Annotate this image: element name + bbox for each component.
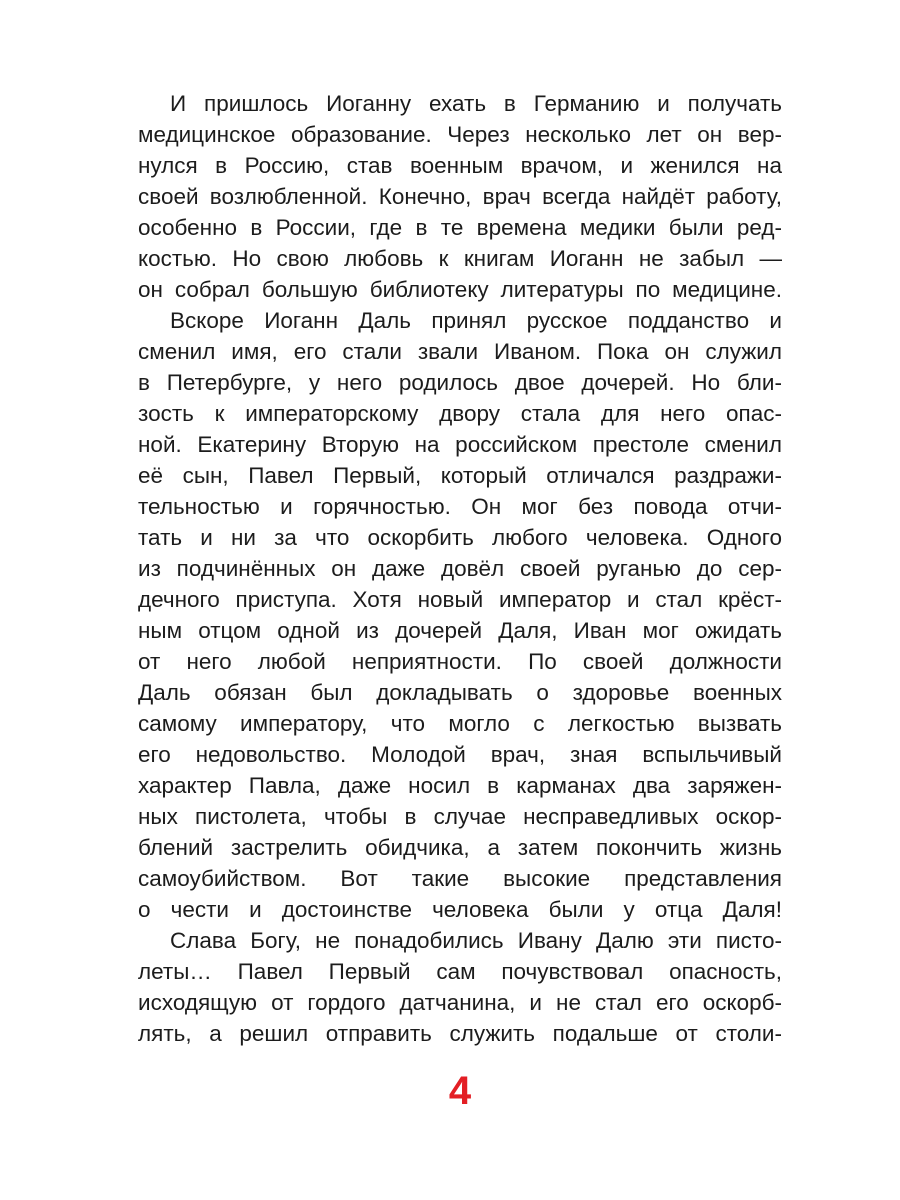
text-line: тельностью и горячностью. Он мог без повода отчи- [138,494,782,519]
text-line: сменил имя, его стали звали Иваном. Пока он служил [138,339,782,364]
text-line: лять, а решил отправить служить подальше от столи- [138,1021,782,1046]
text-line: тать и ни за что оскорбить любого человека. Одного [138,525,782,550]
text-line: самоубийством. Вот такие высокие представления [138,866,782,891]
text-line: дечного приступа. Хотя новый император и стал крёст- [138,587,782,612]
text-line: блений застрелить обидчика, а затем покончить жизнь [138,835,782,860]
text-line: леты… Павел Первый сам почувствовал опасность, [138,959,782,984]
text-line: исходящую от гордого датчанина, и не стал его оскорб- [138,990,782,1015]
text-line: костью. Но свою любовь к книгам Иоганн не забыл — [138,246,782,271]
text-line: Вскоре Иоганн Даль принял русское подданство и [170,308,782,333]
text-line: особенно в России, где в те времена медики были ред- [138,215,782,240]
paragraph [138,925,782,1049]
text-line: ных пистолета, чтобы в случае несправедливых оскор- [138,804,782,829]
text-line: ным отцом одной из дочерей Даля, Иван мог ожидать [138,618,782,643]
text-line: Даль обязан был докладывать о здоровье военных [138,680,782,705]
text-line: зость к императорскому двору стала для него опас- [138,401,782,426]
text-line: его недовольство. Молодой врач, зная вспыльчивый [138,742,782,767]
text-line: своей возлюбленной. Конечно, врач всегда найдёт работу, [138,184,782,209]
paragraph [138,88,782,305]
text-line: медицинское образование. Через несколько лет он вер- [138,122,782,147]
text-line: характер Павла, даже носил в карманах два заряжен- [138,773,782,798]
text-line: он собрал большую библиотеку литературы по медицине. [138,277,782,302]
text-line: её сын, Павел Первый, который отличался раздражи- [138,463,782,488]
paragraph [138,305,782,925]
page-number: 4 [448,1069,472,1113]
page-text [138,88,782,1049]
text-line: нулся в Россию, став военным врачом, и женился на [138,153,782,178]
text-line: о чести и достоинстве человека были у отца Даля! [138,897,782,922]
text-line: ной. Екатерину Вторую на российском престоле сменил [138,432,782,457]
text-line: самому императору, что могло с легкостью вызвать [138,711,782,736]
text-line: Слава Богу, не понадобились Ивану Далю эти писто- [170,928,782,953]
text-line: И пришлось Иоганну ехать в Германию и получать [170,91,782,116]
text-line: из подчинённых он даже довёл своей руганью до сер- [138,556,782,581]
text-line: от него любой неприятности. По своей должности [138,649,782,674]
text-line: в Петербурге, у него родилось двое дочерей. Но бли- [138,370,782,395]
